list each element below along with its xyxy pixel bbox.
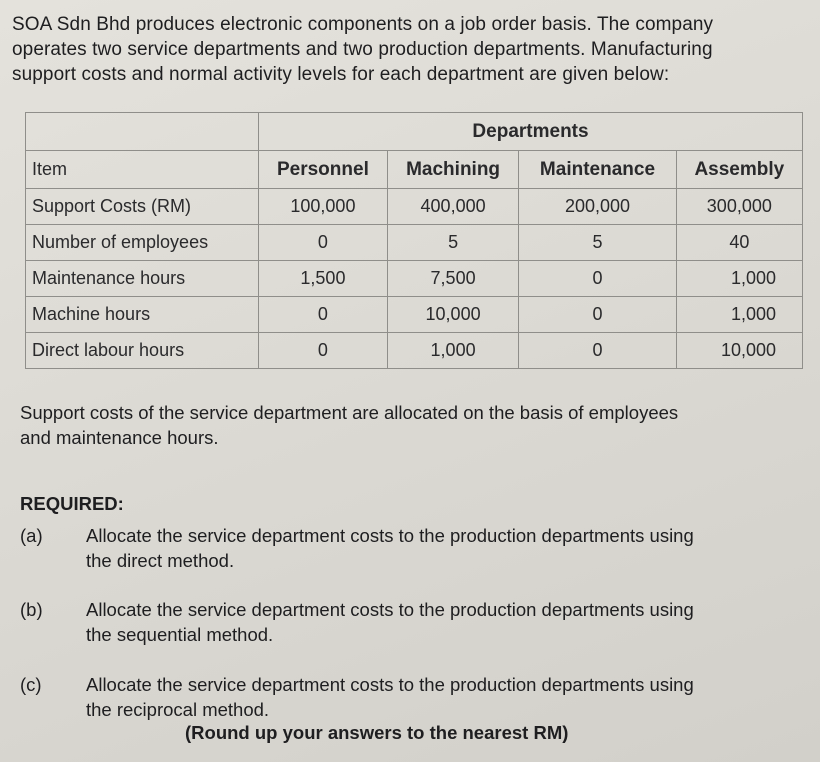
table-cell: 1,000 — [387, 333, 518, 369]
table-column-header-row — [26, 151, 803, 189]
requirement-label: (c) — [20, 674, 42, 695]
table-cell: 10,000 — [387, 297, 518, 333]
column-header-maintenance: Maintenance — [519, 151, 676, 189]
requirement-line: Allocate the service department costs to the production departments using — [86, 674, 694, 695]
table-cell: 5 — [387, 225, 518, 261]
table-cell: 0 — [259, 333, 388, 369]
table-cell: 0 — [259, 225, 388, 261]
table-cell: 40 — [676, 225, 802, 261]
table-row — [26, 189, 803, 225]
requirement-label: (a) — [20, 525, 43, 546]
requirement-line: Allocate the service department costs to the production departments using — [86, 525, 694, 546]
row-label: Support Costs (RM) — [26, 189, 259, 225]
table-cell: 0 — [519, 333, 676, 369]
column-header-assembly: Assembly — [676, 151, 802, 189]
row-label: Direct labour hours — [26, 333, 259, 369]
row-label: Machine hours — [26, 297, 259, 333]
item-column-header: Item — [26, 151, 259, 189]
table-cell: 0 — [519, 261, 676, 297]
department-table — [25, 112, 803, 369]
table-cell: 7,500 — [387, 261, 518, 297]
note-line: Support costs of the service department are allocated on the basis of employees — [20, 402, 679, 423]
row-label: Maintenance hours — [26, 261, 259, 297]
column-header-machining: Machining — [387, 151, 518, 189]
table-cell: 300,000 — [676, 189, 802, 225]
table-cell: 0 — [259, 297, 388, 333]
intro-paragraph — [12, 12, 802, 87]
column-header-personnel: Personnel — [259, 151, 388, 189]
table-cell: 1,000 — [676, 297, 802, 333]
intro-line: SOA Sdn Bhd produces electronic components on a job order basis. The company — [12, 14, 714, 35]
table-cell: 400,000 — [387, 189, 518, 225]
requirement-line: the sequential method. — [86, 624, 274, 645]
table-cell: 5 — [519, 225, 676, 261]
requirement-label: (b) — [20, 599, 43, 620]
rounding-note: (Round up your answers to the nearest RM) — [185, 722, 569, 743]
table-cell: 1,500 — [259, 261, 388, 297]
table-row — [26, 261, 803, 297]
table-cell: 10,000 — [676, 333, 802, 369]
table-row — [26, 297, 803, 333]
requirement-line: the direct method. — [86, 550, 235, 571]
note-line: and maintenance hours. — [20, 427, 219, 448]
table-cell: 100,000 — [259, 189, 388, 225]
requirement-text — [86, 523, 806, 573]
intro-line: operates two service departments and two production departments. Manufacturing — [12, 39, 713, 60]
requirement-text — [86, 597, 806, 647]
table-cell: 200,000 — [519, 189, 676, 225]
requirement-text — [86, 672, 806, 722]
table-row — [26, 225, 803, 261]
requirement-line: Allocate the service department costs to the production departments using — [86, 599, 694, 620]
required-heading: REQUIRED: — [20, 493, 124, 514]
intro-line: support costs and normal activity levels for each department are given below: — [12, 64, 670, 85]
table-cell: 1,000 — [676, 261, 802, 297]
allocation-note — [20, 400, 810, 450]
row-label: Number of employees — [26, 225, 259, 261]
table-cell: 0 — [519, 297, 676, 333]
requirement-line: the reciprocal method. — [86, 699, 270, 720]
table-corner-cell — [26, 113, 259, 151]
departments-header: Departments — [259, 113, 803, 151]
table-row — [26, 333, 803, 369]
table-group-header-row — [26, 113, 803, 151]
